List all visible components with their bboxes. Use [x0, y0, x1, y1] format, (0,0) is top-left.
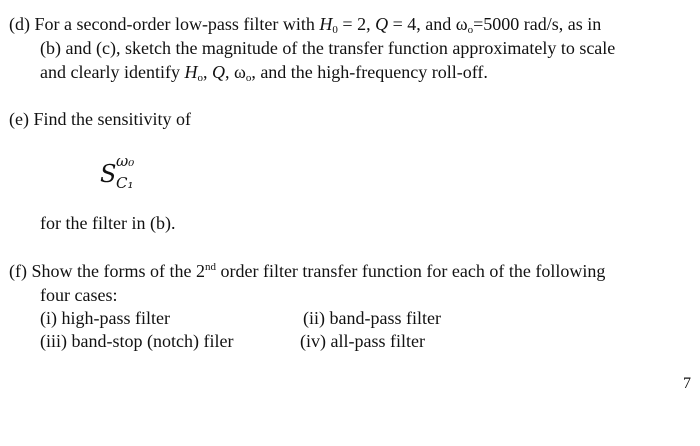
part-d-line-1-d: =5000 rad/s, as in [473, 14, 602, 34]
part-d-line-3-a: and clearly identify [40, 62, 185, 82]
ho-symbol: H [184, 62, 198, 82]
h0-symbol: H [319, 14, 333, 34]
q-symbol: Q [375, 14, 389, 34]
part-d-line-3-b: , [202, 62, 212, 82]
part-e-line-2: for the filter in (b). [40, 213, 176, 233]
part-f-line-1-a: (f) Show the forms of the 2 [9, 261, 205, 281]
sensitivity-symbol [100, 152, 160, 196]
page-number: 7 [683, 375, 691, 392]
ho-subscript: o [197, 72, 203, 84]
part-e-line-1: (e) Find the sensitivity of [9, 109, 191, 129]
part-f-line-2: four cases: [40, 285, 118, 305]
case-iv: (iv) all-pass filter [300, 331, 425, 351]
part-d-line-3-d: , and the high-frequency roll-off. [251, 62, 488, 82]
part-d-line-1-b: = 2, [337, 14, 376, 34]
part-d-line-3 [40, 61, 488, 83]
sensitivity-superscript: ω₀ [116, 152, 135, 170]
sensitivity-S: S [100, 160, 117, 188]
part-f-line-1-b: order filter transfer function for each of the following [215, 261, 606, 281]
part-d-line-2: (b) and (c), sketch the magnitude of the transfer function approximately to scale [40, 38, 616, 58]
part-f-superscript: nd [204, 261, 216, 273]
h0-subscript: 0 [332, 24, 338, 36]
wo-subscript: o [245, 72, 252, 84]
case-i: (i) high-pass filter [40, 308, 170, 328]
case-iii: (iii) band-stop (notch) filer [40, 331, 234, 351]
part-d-line-1-a: (d) For a second-order low-pass filter with [9, 14, 320, 34]
case-ii: (ii) band-pass filter [303, 308, 441, 328]
sensitivity-subscript: C₁ [116, 174, 134, 192]
part-d-line-3-c: , ω [224, 62, 246, 82]
q-symbol-2: Q [211, 62, 225, 82]
w0-subscript: o [467, 24, 474, 36]
part-f-line-1 [9, 260, 605, 282]
part-d-line-1-c: = 4, and ω [388, 14, 468, 34]
part-d-line-1 [9, 13, 601, 35]
